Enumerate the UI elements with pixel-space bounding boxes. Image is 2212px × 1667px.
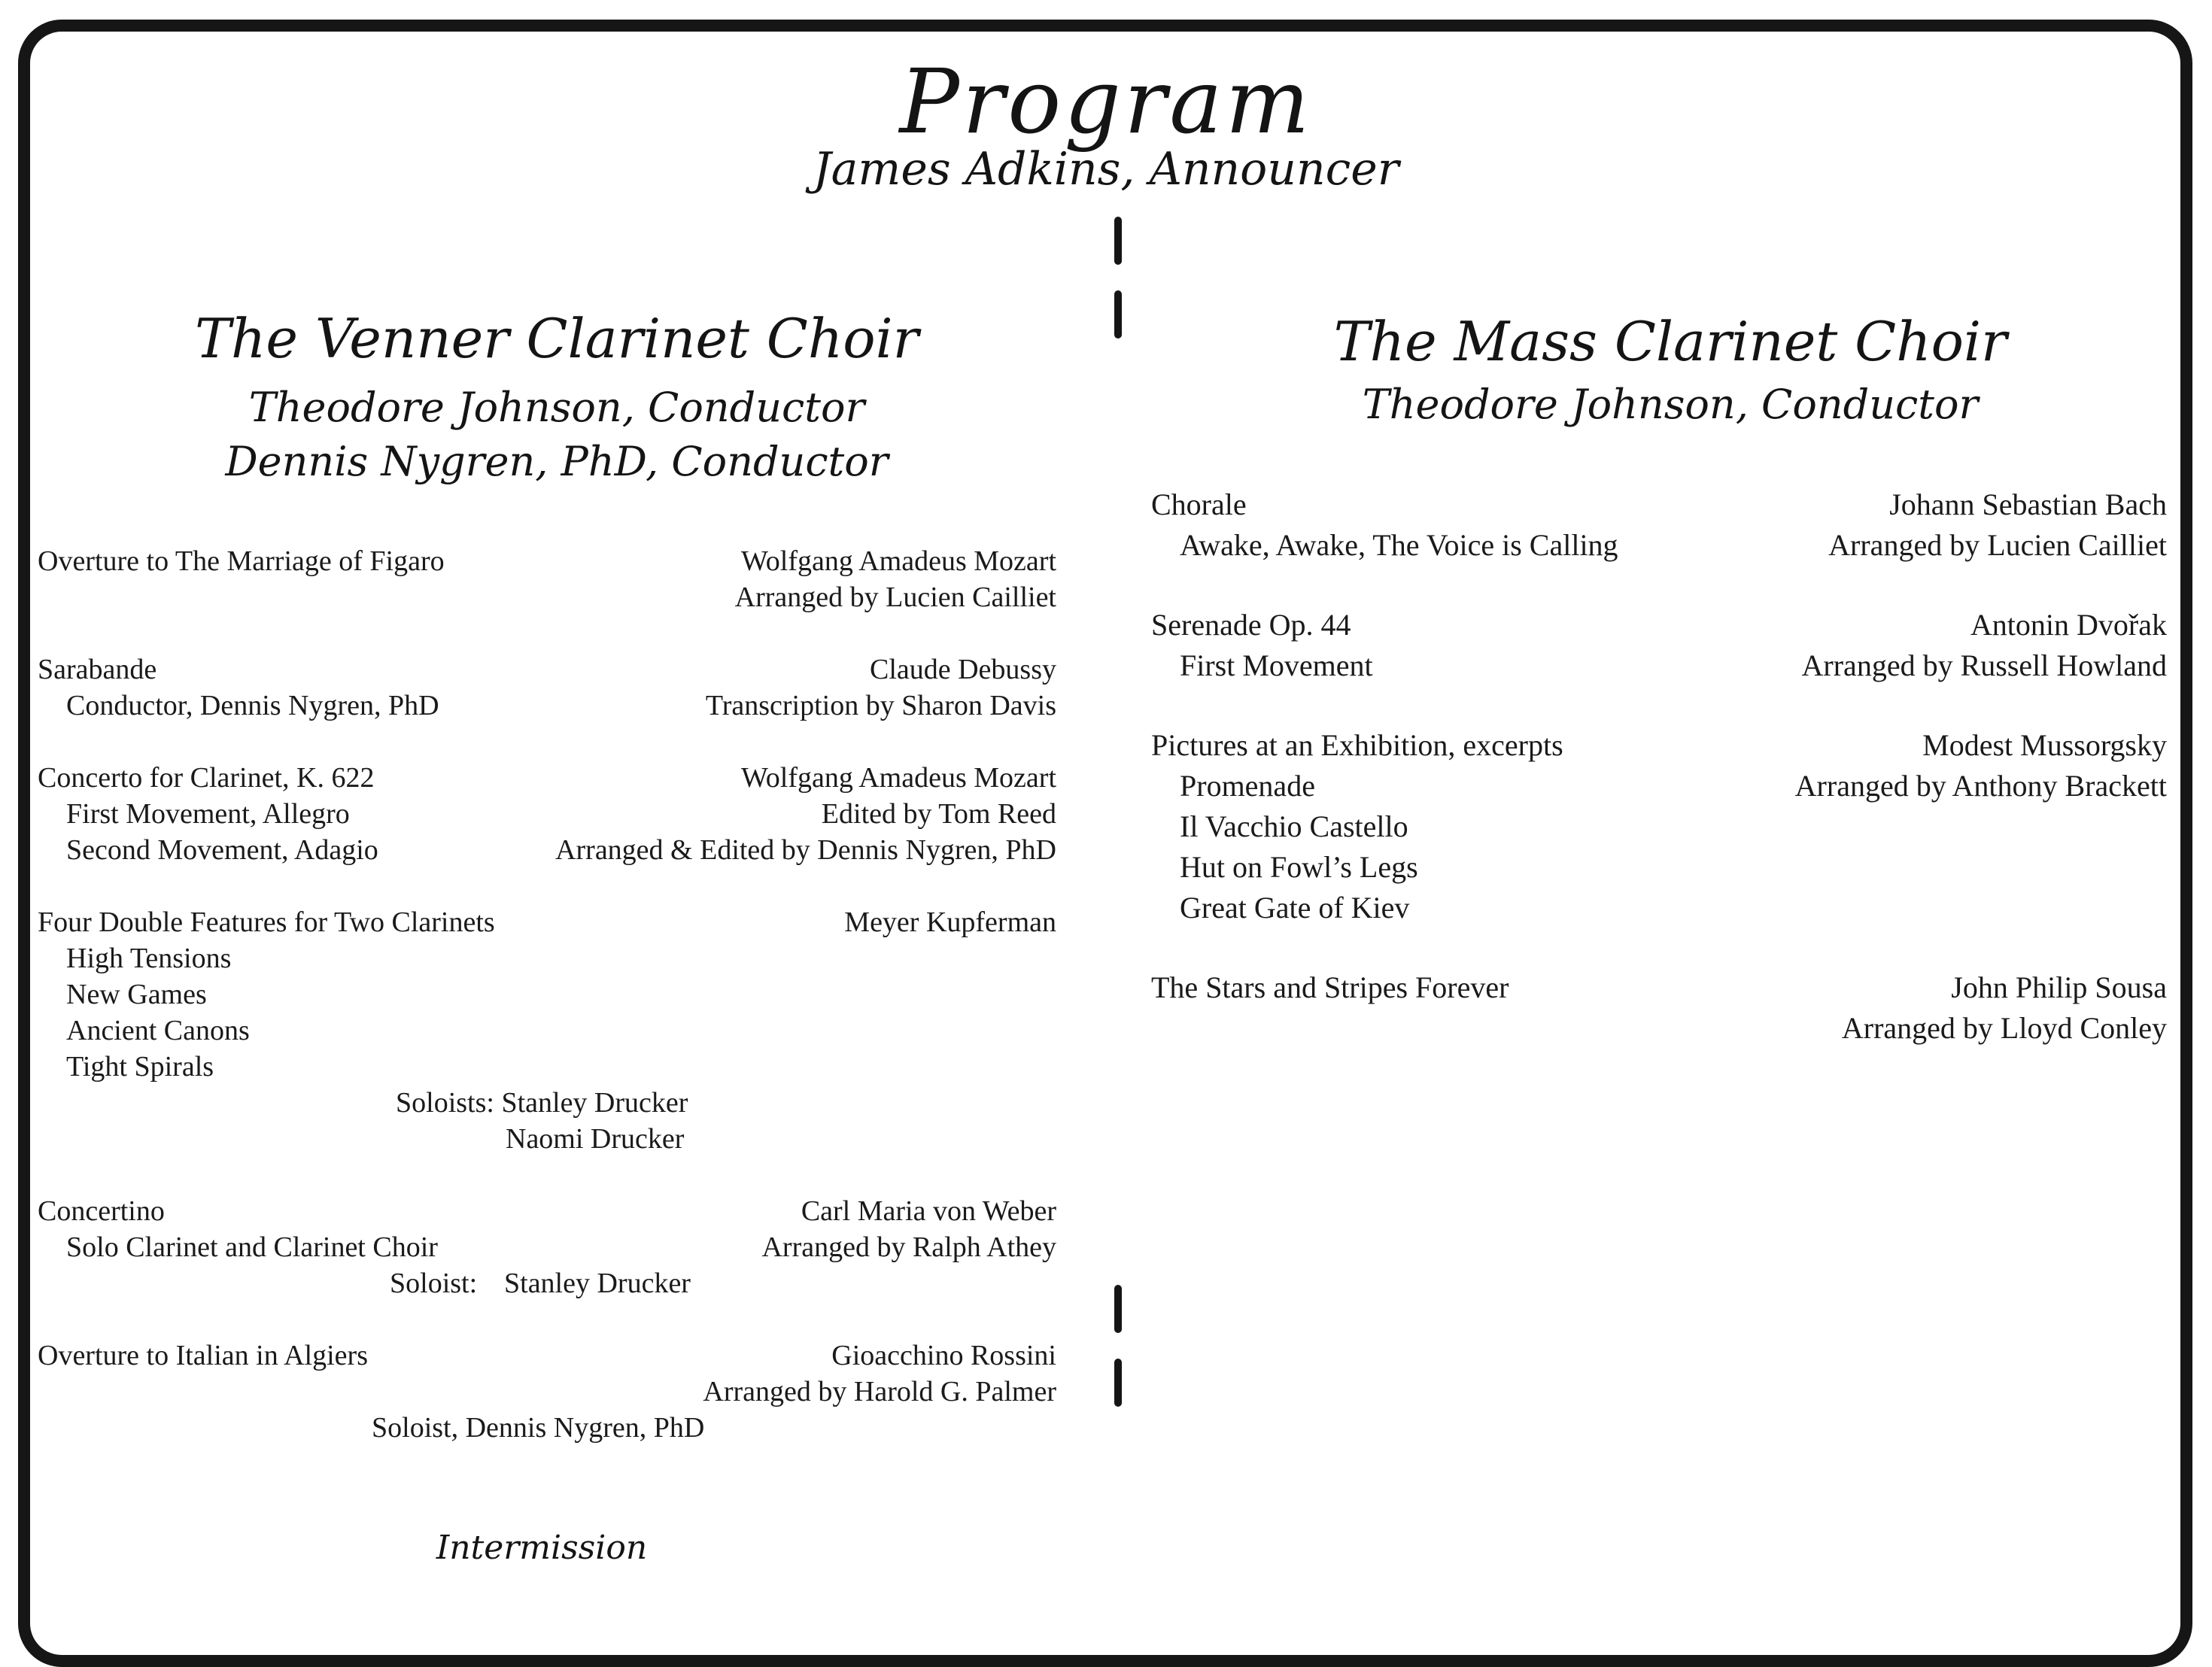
right-conductor: Theodore Johnson, Conductor <box>1362 381 1979 428</box>
staple-bottom-2 <box>1114 1359 1122 1407</box>
piece-composer: Wolfgang Amadeus Mozart <box>740 762 1056 794</box>
program-item <box>1151 967 2167 1049</box>
piece-movement: Solo Clarinet and Clarinet Choir <box>66 1231 438 1263</box>
piece-title: Overture to Italian in Algiers <box>38 1340 368 1371</box>
piece-movement: Hut on Fowl’s Legs <box>1180 850 1418 884</box>
left-conductor-2: Dennis Nygren, PhD, Conductor <box>225 438 889 485</box>
soloist-name: Naomi Drucker <box>506 1123 685 1155</box>
program-item <box>38 904 1056 1157</box>
program-item <box>38 1338 1056 1446</box>
piece-composer: Gioacchino Rossini <box>831 1340 1056 1371</box>
program-item <box>1151 725 2167 928</box>
soloist-line: Soloist, Dennis Nygren, PhD <box>372 1412 705 1444</box>
piece-arranger: Arranged by Lucien Cailliet <box>734 581 1056 613</box>
piece-composer: Johann Sebastian Bach <box>1889 487 2167 521</box>
program-title: Program <box>899 50 1313 153</box>
left-program-list <box>38 543 1056 1446</box>
piece-title: Chorale <box>1151 487 1247 521</box>
piece-movement: Promenade <box>1180 769 1315 803</box>
soloist-name: Stanley Drucker <box>504 1268 691 1299</box>
piece-movement: Second Movement, Adagio <box>66 834 378 866</box>
piece-title: Concertino <box>38 1195 165 1227</box>
piece-arranger: Arranged by Lloyd Conley <box>1841 1011 2167 1045</box>
piece-movement: Conductor, Dennis Nygren, PhD <box>66 690 439 721</box>
piece-movement: Awake, Awake, The Voice is Calling <box>1180 528 1618 562</box>
piece-arranger: Arranged by Ralph Athey <box>761 1231 1056 1263</box>
piece-composer: Wolfgang Amadeus Mozart <box>740 545 1056 577</box>
program-item <box>38 651 1056 724</box>
piece-arranger: Arranged by Lucien Cailliet <box>1828 528 2167 562</box>
program-item <box>38 760 1056 868</box>
right-choir-title: The Mass Clarinet Choir <box>1333 310 2007 373</box>
intermission-label: Intermission <box>436 1529 648 1567</box>
soloists-label: Soloists: <box>396 1087 494 1119</box>
piece-title: Pictures at an Exhibition, excerpts <box>1151 728 1563 762</box>
announcer-line: James Adkins, Announcer <box>813 143 1399 196</box>
piece-movement: New Games <box>66 979 207 1010</box>
piece-arranger: Transcription by Sharon Davis <box>705 690 1056 721</box>
piece-arranger: Arranged by Anthony Brackett <box>1794 769 2167 803</box>
piece-title: Serenade Op. 44 <box>1151 608 1351 642</box>
staple-top-2 <box>1114 290 1122 339</box>
program-item <box>1151 605 2167 686</box>
piece-movement: Great Gate of Kiev <box>1180 891 1410 925</box>
staple-bottom-1 <box>1114 1285 1122 1333</box>
piece-movement: Il Vacchio Castello <box>1180 809 1408 843</box>
piece-movement: First Movement <box>1180 648 1373 682</box>
soloist-label: Soloist: <box>390 1268 478 1299</box>
soloist-name: Stanley Drucker <box>501 1087 688 1119</box>
piece-arranger: Arranged by Russell Howland <box>1801 648 2167 682</box>
piece-composer: Meyer Kupferman <box>844 906 1056 938</box>
piece-title: Overture to The Marriage of Figaro <box>38 545 445 577</box>
program-item <box>1151 484 2167 566</box>
piece-composer: John Philip Sousa <box>1951 970 2167 1004</box>
piece-arranger: Arranged by Harold G. Palmer <box>703 1376 1056 1407</box>
piece-movement: First Movement, Allegro <box>66 798 350 830</box>
piece-composer: Claude Debussy <box>869 654 1056 685</box>
piece-movement: High Tensions <box>66 943 232 974</box>
left-conductor-1: Theodore Johnson, Conductor <box>248 384 865 431</box>
program-item <box>38 543 1056 615</box>
piece-composer: Carl Maria von Weber <box>801 1195 1056 1227</box>
piece-title: The Stars and Stripes Forever <box>1151 970 1509 1004</box>
program-item <box>38 1193 1056 1301</box>
piece-movement: Tight Spirals <box>66 1051 214 1082</box>
piece-composer: Modest Mussorgsky <box>1922 728 2167 762</box>
piece-editor: Edited by Tom Reed <box>821 798 1056 830</box>
piece-title: Sarabande <box>38 654 157 685</box>
staple-top-1 <box>1114 217 1122 265</box>
left-choir-title: The Venner Clarinet Choir <box>194 307 919 370</box>
piece-title: Concerto for Clarinet, K. 622 <box>38 762 375 794</box>
right-program-list <box>1151 484 2167 1049</box>
piece-title: Four Double Features for Two Clarinets <box>38 906 495 938</box>
piece-arranger: Arranged & Edited by Dennis Nygren, PhD <box>555 834 1056 866</box>
piece-composer: Antonin Dvořak <box>1970 608 2167 642</box>
piece-movement: Ancient Canons <box>66 1015 250 1046</box>
